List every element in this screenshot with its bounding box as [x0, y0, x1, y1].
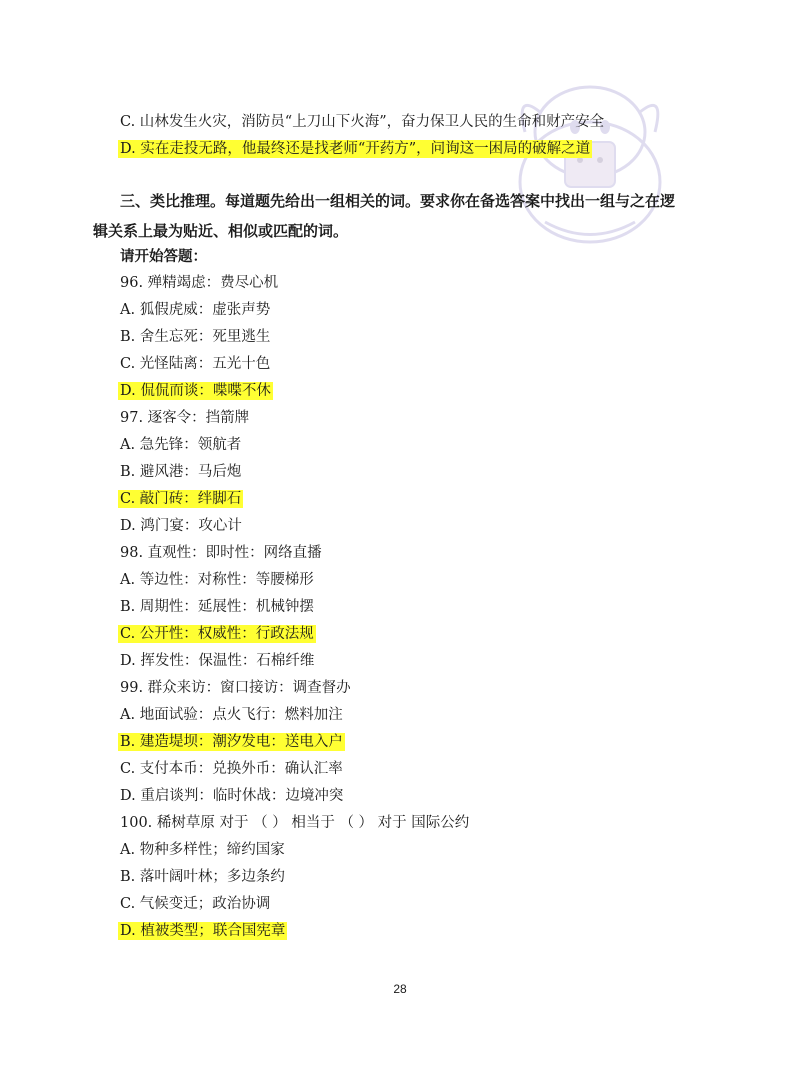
option-text: A. 等边性：对称性：等腰梯形	[120, 572, 314, 588]
option-text: D. 挥发性：保温性：石棉纤维	[120, 653, 315, 669]
option-line	[120, 783, 343, 809]
option-line	[120, 648, 314, 674]
highlighted-answer: C. 敲门砖：绊脚石	[120, 491, 242, 507]
option-line	[120, 702, 343, 728]
page-number: 28	[393, 982, 407, 996]
option-text: A. 物种多样性；缔约国家	[120, 842, 285, 858]
highlighted-answer: D. 植被类型；联合国宪章	[120, 923, 286, 939]
highlighted-answer: D. 实在走投无路，他最终还是找老师“开药方”，问询这一困局的破解之道	[120, 141, 591, 157]
option-line	[120, 864, 285, 890]
option-line	[120, 324, 270, 350]
option-text: A. 地面试验：点火飞行：燃料加注	[120, 707, 343, 723]
option-line	[120, 297, 270, 323]
option-line	[120, 918, 287, 944]
question-stem: 96. 殚精竭虑：费尽心机	[120, 275, 279, 291]
option-text: C. 光怪陆离：五光十色	[120, 356, 271, 372]
option-text: C. 气候变迁；政治协调	[120, 896, 271, 912]
option-line	[120, 136, 592, 162]
option-text: C. 山林发生火灾，消防员“上刀山下火海”，奋力保卫人民的生命和财产安全	[120, 114, 605, 130]
option-line	[120, 567, 314, 593]
section-heading	[93, 186, 700, 246]
option-text: B. 舍生忘死：死里逃生	[120, 329, 271, 345]
option-line	[120, 621, 316, 647]
option-text: D. 鸿门宴：攻心计	[120, 518, 242, 534]
option-text: A. 狐假虎威：虚张声势	[120, 302, 271, 318]
option-text: B. 周期性：延展性：机械钟摆	[120, 599, 314, 615]
option-text: D. 重启谈判：临时休战：边境冲突	[120, 788, 344, 804]
option-line	[120, 432, 241, 458]
question-stem: 97. 逐客令：挡箭牌	[120, 410, 250, 426]
option-text: A. 急先锋：领航者	[120, 437, 242, 453]
option-line	[120, 756, 343, 782]
option-text: B. 避风港：马后炮	[120, 464, 242, 480]
section-heading-line2: 辑关系上最为贴近、相似或匹配的词。	[93, 222, 349, 240]
option-line	[120, 891, 270, 917]
option-line	[120, 459, 241, 485]
section-heading-line1: 三、类比推理。每道题先给出一组相关的词。要求你在备选答案中找出一组与之在逻	[120, 192, 676, 210]
question-stem: 98. 直观性：即时性：网络直播	[120, 545, 322, 561]
question-stem: 100. 稀树草原 对于 （ ） 相当于 （ ） 对于 国际公约	[120, 815, 470, 831]
highlighted-answer: D. 侃侃而谈：喋喋不休	[120, 383, 271, 399]
option-text: C. 支付本币：兑换外币：确认汇率	[120, 761, 343, 777]
answer-prompt: 请开始答题：	[120, 248, 207, 265]
question-stem: 99. 群众来访：窗口接访：调查督办	[120, 680, 351, 696]
highlighted-answer: B. 建造堤坝：潮汐发电：送电入户	[120, 734, 343, 750]
option-line	[120, 351, 270, 377]
option-text: B. 落叶阔叶林；多边条约	[120, 869, 285, 885]
option-line	[120, 729, 345, 755]
option-line	[120, 594, 314, 620]
option-line	[120, 378, 273, 404]
option-line	[120, 837, 285, 863]
option-line	[120, 486, 243, 512]
highlighted-answer: C. 公开性：权威性：行政法规	[120, 626, 314, 642]
option-line	[120, 109, 604, 135]
option-line	[120, 513, 242, 539]
